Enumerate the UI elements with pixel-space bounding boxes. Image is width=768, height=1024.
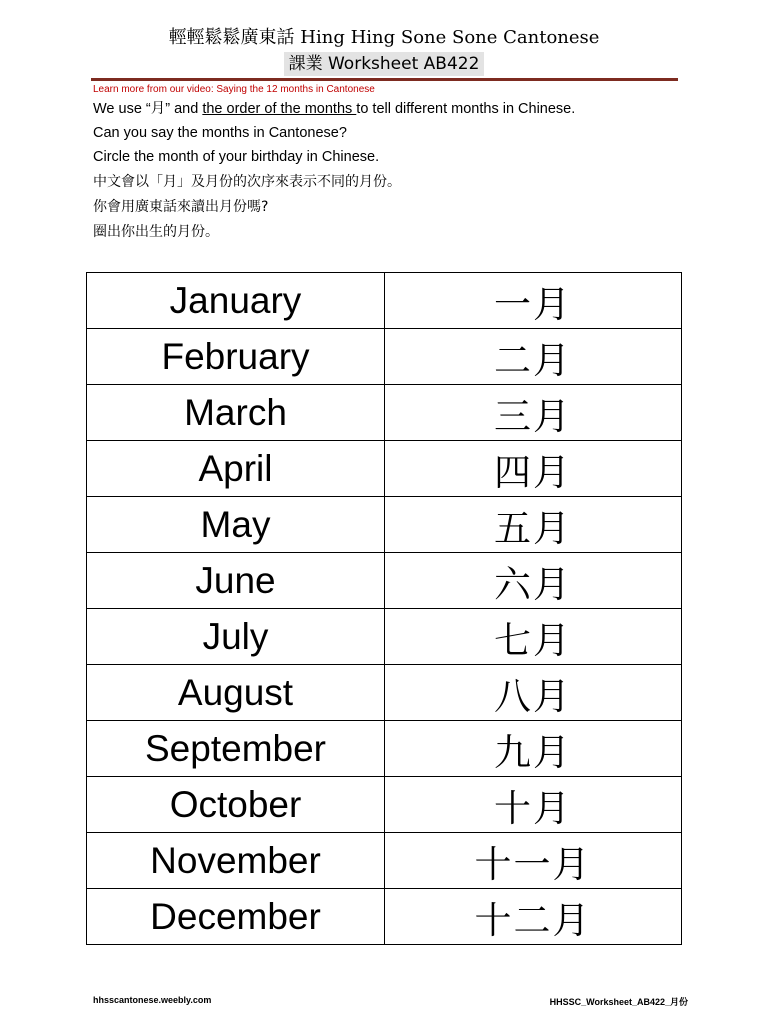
instruction-line-6: 圈出你出生的月份。 bbox=[93, 224, 219, 240]
instruction-line-1 bbox=[93, 100, 575, 118]
month-chinese[interactable]: 十一月 bbox=[385, 833, 682, 889]
month-english: July bbox=[87, 609, 385, 665]
month-row bbox=[87, 441, 682, 497]
video-link[interactable]: Learn more from our video: Saying the 12 months in Cantonese bbox=[93, 84, 375, 95]
month-english: September bbox=[87, 721, 385, 777]
month-row bbox=[87, 385, 682, 441]
month-english: January bbox=[87, 273, 385, 329]
month-english: April bbox=[87, 441, 385, 497]
month-row bbox=[87, 329, 682, 385]
month-chinese[interactable]: 十月 bbox=[385, 777, 682, 833]
month-row bbox=[87, 889, 682, 945]
month-row bbox=[87, 665, 682, 721]
month-chinese[interactable]: 一月 bbox=[385, 273, 682, 329]
month-english: June bbox=[87, 553, 385, 609]
month-english: March bbox=[87, 385, 385, 441]
month-english: August bbox=[87, 665, 385, 721]
instruction-line-1-start: We use “月” and bbox=[93, 101, 203, 117]
footer-filename: HHSSC_Worksheet_AB422_月份 bbox=[549, 997, 688, 1007]
month-chinese[interactable]: 六月 bbox=[385, 553, 682, 609]
month-row bbox=[87, 833, 682, 889]
instruction-line-2: Can you say the months in Cantonese? bbox=[93, 125, 347, 141]
instruction-line-1-end: to tell different months in Chinese. bbox=[356, 101, 576, 117]
instruction-underlined-phrase: the order of the months bbox=[202, 101, 357, 117]
instruction-line-4: 中文會以「月」及月份的次序來表示不同的月份。 bbox=[93, 174, 401, 190]
header-divider bbox=[91, 78, 678, 81]
month-row bbox=[87, 777, 682, 833]
month-english: May bbox=[87, 497, 385, 553]
month-chinese[interactable]: 八月 bbox=[385, 665, 682, 721]
month-english: November bbox=[87, 833, 385, 889]
subtitle-wrapper bbox=[0, 52, 768, 76]
instruction-line-3: Circle the month of your birthday in Chinese. bbox=[93, 149, 380, 165]
months-table-body bbox=[87, 273, 682, 945]
worksheet-subtitle: 課業 Worksheet AB422 bbox=[284, 52, 485, 76]
month-chinese[interactable]: 三月 bbox=[385, 385, 682, 441]
month-chinese[interactable]: 二月 bbox=[385, 329, 682, 385]
worksheet-title: 輕輕鬆鬆廣東話 Hing Hing Sone Sone Cantonese bbox=[168, 27, 600, 48]
footer-website: hhsscantonese.weebly.com bbox=[93, 995, 212, 1005]
month-row bbox=[87, 609, 682, 665]
month-english: December bbox=[87, 889, 385, 945]
months-table bbox=[86, 272, 682, 945]
instruction-line-5: 你會用廣東話來讀出月份嗎? bbox=[93, 199, 269, 215]
month-row bbox=[87, 273, 682, 329]
month-chinese[interactable]: 七月 bbox=[385, 609, 682, 665]
month-row bbox=[87, 553, 682, 609]
month-chinese[interactable]: 五月 bbox=[385, 497, 682, 553]
month-chinese[interactable]: 九月 bbox=[385, 721, 682, 777]
month-chinese[interactable]: 十二月 bbox=[385, 889, 682, 945]
month-row bbox=[87, 497, 682, 553]
month-english: October bbox=[87, 777, 385, 833]
month-english: February bbox=[87, 329, 385, 385]
month-row bbox=[87, 721, 682, 777]
month-chinese[interactable]: 四月 bbox=[385, 441, 682, 497]
